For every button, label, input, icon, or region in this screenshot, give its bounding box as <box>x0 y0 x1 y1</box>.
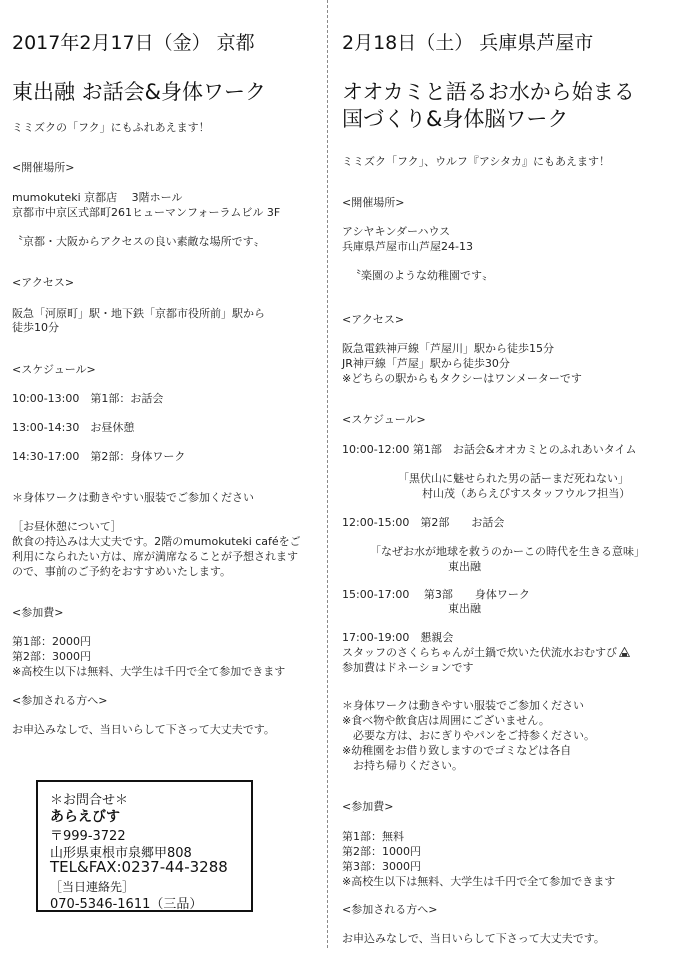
right-note-line: ※食べ物や飲食店は周囲にございません。 <box>342 714 550 727</box>
left-clothing-note: ＊身体ワークは動きやすい服装でご参加ください <box>12 491 254 504</box>
right-attend-note: お申込みなしで、当日いらして下さって大丈夫です。 <box>342 932 605 945</box>
left-lunch-line: 利用になられたい方は、席が満席なることが予想されます <box>12 550 298 563</box>
right-party-line1-wrap <box>342 645 630 660</box>
left-schedule-header: <スケジュール> <box>12 363 96 376</box>
right-fee-line: ※高校生以下は無料、大学生は千円で全て参加できます <box>342 875 616 888</box>
contact-postal: 〒999-3722 <box>50 829 126 844</box>
right-schedule-party: 17:00-19:00 懇親会 <box>342 631 454 644</box>
contact-day-label: ［当日連絡先］ <box>50 880 135 894</box>
right-venue-address: 兵庫県芦屋市山芦屋24-13 <box>342 240 473 253</box>
right-part3-speaker: 東出融 <box>448 602 481 615</box>
right-schedule-part3: 15:00-17:00 第3部 身体ワーク <box>342 588 530 601</box>
right-schedule-header: <スケジュール> <box>342 413 426 426</box>
left-schedule-item: 10:00-13:00 第1部：お話会 <box>12 392 164 405</box>
left-venue-address: 京都市中京区式部町261ヒューマンフォーラムビル 3F <box>12 206 281 219</box>
contact-header: ＊お問合せ＊ <box>50 793 129 808</box>
column-divider <box>327 0 329 948</box>
left-access-line1: 阪急「河原町」駅・地下鉄「京都市役所前」駅から <box>12 307 265 320</box>
right-party-line1: スタッフのさくらちゃんが土鍋で炊いた伏流水おむすび <box>342 646 617 659</box>
right-subtitle: ミミズク「フク」、ウルフ『アシタカ』にもあえます！ <box>342 155 610 168</box>
left-lunch-line: 飲食の持込みは大丈夫です。2階のmumokuteki caféをご <box>12 535 301 548</box>
right-venue-name: アシヤキンダーハウス <box>342 225 451 238</box>
right-fee-line: 第3部：3000円 <box>342 860 421 873</box>
onigiri-icon <box>619 647 630 657</box>
right-note-line: ※幼稚園をお借り致しますのでゴミなどは各自 <box>342 744 572 757</box>
left-access-line2: 徒歩10分 <box>12 321 59 334</box>
left-attend-header: <参加される方へ> <box>12 694 108 707</box>
contact-day-phone: 070-5346-1611（三品） <box>50 897 203 912</box>
right-access-header: <アクセス> <box>342 313 405 326</box>
contact-name: あらえびす <box>50 809 120 825</box>
left-schedule-item: 14:30-17:00 第2部：身体ワーク <box>12 450 186 463</box>
right-note-line: ＊身体ワークは動きやすい服装でご参加ください <box>342 699 584 712</box>
right-access-line: ※どちらの駅からもタクシーはワンメーターです <box>342 372 582 385</box>
left-fee-line: 第2部：3000円 <box>12 650 91 663</box>
contact-address: 山形県東根市泉郷甲808 <box>50 846 192 861</box>
right-party-line2: 参加費はドネーションです <box>342 661 474 674</box>
contact-box <box>36 780 253 912</box>
right-fee-line: 第1部：無料 <box>342 830 404 843</box>
left-fee-header: <参加費> <box>12 606 64 619</box>
left-fee-line: 第1部：2000円 <box>12 635 91 648</box>
left-access-header: <アクセス> <box>12 276 75 289</box>
right-fee-line: 第2部：1000円 <box>342 845 421 858</box>
right-title-line1: オオカミと語るお水から始まる <box>342 80 635 104</box>
left-attend-note: お申込みなしで、当日いらして下さって大丈夫です。 <box>12 723 275 736</box>
right-schedule-part2: 12:00-15:00 第2部 お話会 <box>342 516 505 529</box>
right-note-line: お持ち帰りください。 <box>342 759 463 772</box>
left-fee-line: ※高校生以下は無料、大学生は千円で全て参加できます <box>12 665 286 678</box>
right-part2-talk: 「なぜお水が地球を救うのかーこの時代を生きる意味」 <box>370 545 645 558</box>
left-venue-note: 〝京都・大阪からアクセスの良い素敵な場所です〟 <box>12 235 265 248</box>
left-date: 2017年2月17日（金） 京都 <box>12 32 255 54</box>
right-access-line: 阪急電鉄神戸線「芦屋川」駅から徒歩15分 <box>342 342 554 355</box>
left-title: 東出融 お話会&身体ワーク <box>12 80 267 104</box>
right-part1-talk: 「黒伏山に魅せられた男の話ーまだ死ねない」 <box>398 472 629 485</box>
right-date: 2月18日（土） 兵庫県芦屋市 <box>342 32 594 54</box>
right-fee-header: <参加費> <box>342 800 394 813</box>
right-attend-header: <参加される方へ> <box>342 903 438 916</box>
right-access-line: JR神戸線「芦屋」駅から徒歩30分 <box>342 357 510 370</box>
left-schedule-item: 13:00-14:30 お昼休憩 <box>12 421 135 434</box>
right-venue-header: <開催場所> <box>342 196 405 209</box>
left-lunch-line: ので、事前のご予約をおすすめいたします。 <box>12 565 232 578</box>
contact-telfax: TEL&FAX:0237-44-3288 <box>50 858 228 876</box>
left-lunch-header: ［お昼休憩について］ <box>12 520 122 533</box>
left-subtitle: ミミズクの「フク」にもふれあえます！ <box>12 121 210 134</box>
right-title-line2: 国づくり&身体脳ワーク <box>342 107 569 131</box>
left-venue-header: <開催場所> <box>12 161 75 174</box>
right-note-line: 必要な方は、おにぎりやパンをご持参ください。 <box>342 729 595 742</box>
right-part2-speaker: 東出融 <box>448 560 481 573</box>
left-venue-name: mumokuteki 京都店 3階ホール <box>12 191 183 204</box>
right-part1-speaker: 村山茂（あらえびすスタッフウルフ担当） <box>422 487 631 500</box>
right-venue-note: 〝楽園のような幼稚園です〟 <box>350 269 493 282</box>
right-schedule-part1: 10:00-12:00 第1部 お話会&オオカミとのふれあいタイム <box>342 443 637 456</box>
